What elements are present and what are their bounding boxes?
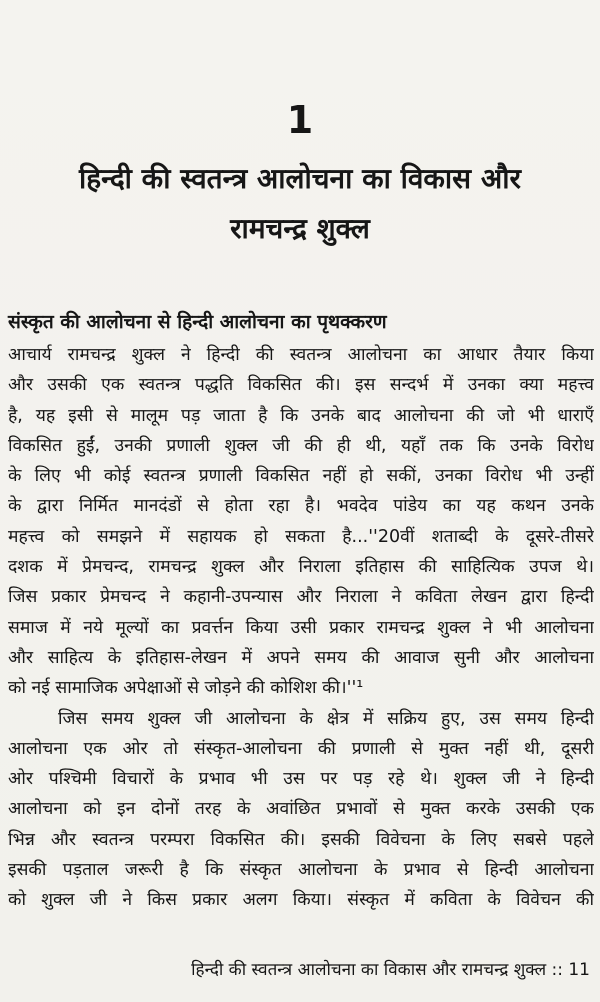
text-line: आचार्य रामचन्द्र शुक्ल ने हिन्दी की स्वतन्त्र आलोचना का आधार तैयार किया [8, 345, 594, 365]
text-line: आलोचना एक ओर तो संस्कृत-आलोचना की प्रणाली से मुक्त नहीं थी, दूसरी [8, 738, 594, 759]
text-line: को नई सामाजिक अपेक्षाओं से जोड़ने की कोशिश की।''¹ [8, 678, 364, 699]
body-text [8, 340, 594, 916]
section-heading: संस्कृत की आलोचना से हिन्दी आलोचना का पृथक्करण [8, 311, 387, 333]
text-line: जिस प्रकार प्रेमचन्द ने कहानी-उपन्यास और निराला ने कविता लेखन द्वारा हिन्दी [8, 587, 594, 608]
text-line: समाज में नये मूल्यों का प्रवर्त्तन किया उसी प्रकार रामचन्द्र शुक्ल ने भी आलोचना [8, 617, 594, 638]
text-line: आलोचना को इन दोनों तरह के अवांछित प्रभावों से मुक्त करके उसकी एक [8, 799, 594, 820]
paragraph-2 [8, 704, 594, 916]
text-line: जिस समय शुक्ल जी आलोचना के क्षेत्र में सक्रिय हुए, उस समय हिन्दी [58, 708, 594, 729]
text-line: महत्त्व को समझने में सहायक हो सकता है...''20वीं शताब्दी के दूसरे-तीसरे [8, 526, 594, 547]
text-line: भिन्न और स्वतन्त्र परम्परा विकसित की। इसकी विवेचना के लिए सबसे पहले [8, 829, 594, 850]
text-line: इसकी पड़ताल जरूरी है कि संस्कृत आलोचना के प्रभाव से हिन्दी आलोचना [8, 860, 594, 881]
text-line: ओर पश्चिमी विचारों के प्रभाव भी उस पर पड़ रहे थे। शुक्ल जी ने हिन्दी [8, 769, 594, 790]
text-line: और साहित्य के इतिहास-लेखन में अपने समय की आवाज सुनी और आलोचना [8, 647, 594, 668]
text-line: है, यह इसी से मालूम पड़ जाता है कि उनके बाद आलोचना की जो भी धाराएँ [8, 405, 594, 426]
text-line: के द्वारा निर्मित मानदंडों से होता रहा है। भवदेव पांडेय का यह कथन उनके [8, 496, 594, 517]
text-line: के लिए भी कोई स्वतन्त्र प्रणाली विकसित नहीं हो सकीं, उनका विरोध भी उन्हीं [8, 466, 594, 487]
chapter-title [0, 154, 600, 254]
text-line: और उसकी एक स्वतन्त्र पद्धति विकसित की। इस सन्दर्भ में उनका क्या महत्त्व [8, 375, 594, 396]
paragraph-1 [8, 340, 594, 704]
chapter-number: 1 [286, 98, 314, 142]
text-line: विकसित हुईं, उनकी प्रणाली शुक्ल जी की ही थी, यहाँ तक कि उनके विरोध [8, 435, 594, 456]
running-footer: हिन्दी की स्वतन्त्र आलोचना का विकास और रामचन्द्र शुक्ल :: 11 [191, 960, 590, 980]
chapter-title-line-1: हिन्दी की स्वतन्त्र आलोचना का विकास और [79, 162, 521, 195]
chapter-title-line-2: रामचन्द्र शुक्ल [230, 212, 370, 245]
text-line: दशक में प्रेमचन्द, रामचन्द्र शुक्ल और निराला इतिहास की साहित्यिक उपज थे। [8, 557, 594, 578]
text-line: को शुक्ल जी ने किस प्रकार अलग किया। संस्कृत में कविता के विवेचन की [8, 890, 594, 911]
